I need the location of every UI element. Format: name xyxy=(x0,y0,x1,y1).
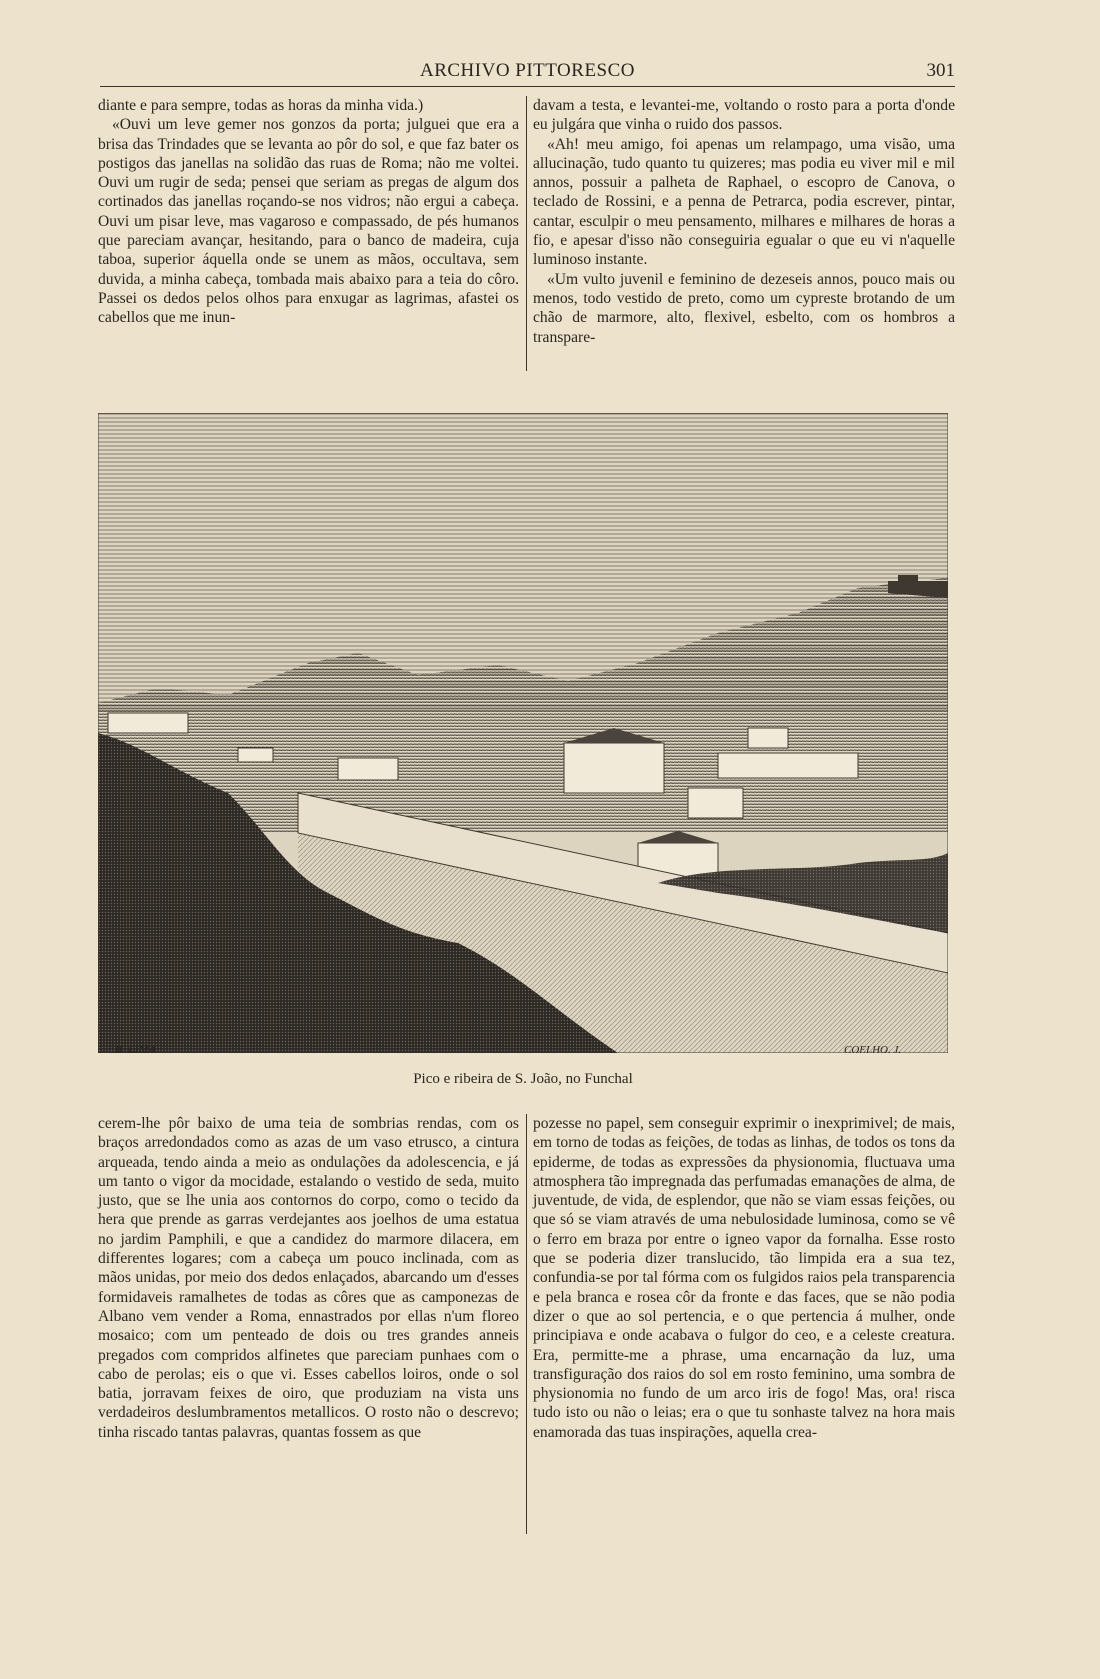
top-right-column xyxy=(533,96,955,371)
paragraph: «Um vulto juvenil e feminino de dezeseis annos, pouco mais ou menos, todo vestido de preto, como um cypreste brotando de um chão de marmore, alto, flexivel, esbelto, com os hombros a transpare- xyxy=(533,270,955,346)
journal-title: ARCHIVO PITTORESCO xyxy=(419,60,636,81)
engraver-signature-left: B. LIMA xyxy=(115,1044,156,1056)
paragraph: diante e para sempre, todas as horas da minha vida.) xyxy=(98,97,424,114)
page-number: 301 xyxy=(926,60,955,81)
paragraph: cerem-lhe pôr baixo de uma teia de sombrias rendas, com os braços arredondados como as azas de um vaso etrusco, a cintura arqueada, tendo ainda a meio as ondulações da adolescencia, e já um tanto o vigor da mocidade, estalando o vestido de seda, muito justo, que se lhe unia aos contornos do corpo, como o tecido da hera que prende as garras verdejantes aos joelhos de uma estatua no jardim Pamphili, e que a candidez do marmore dilacera, em differentes logares; com a cabeça um pouco inclinada, com as mãos unidas, por meio dos dedos enlaçados, abarcando um d'esses formidaveis ramalhetes de todas as côres que as camponezas de Albano vem vender a Roma, ennastrados por ellas n'um floreo mosaico; com um penteado de dois ou tres grandes anneis pregados com compridos alfinetes que pareciam punhaes com o cabo de perolas; eis o que vi. Esses cabellos loiros, onde o sol batia, jorravam feixes de oiro, que produziam na vista uns verdadeiros deslumbramentos metallicos. O rosto não o descrevo; tinha riscado tantas palavras, quantas fossem as que xyxy=(98,1115,519,1441)
bottom-left-column xyxy=(98,1114,519,1534)
bottom-right-column xyxy=(533,1114,955,1534)
column-divider xyxy=(526,96,527,371)
paragraph: davam a testa, e levantei-me, voltando o rosto para a porta d'onde eu julgára que vinha o ruido dos passos. xyxy=(533,97,955,134)
figure-caption: Pico e ribeira de S. João, no Funchal xyxy=(413,1071,633,1087)
engraver-signature-right: COELHO. J. xyxy=(844,1044,902,1056)
paragraph: pozesse no papel, sem conseguir exprimir o inexprimivel; de mais, em torno de todas as feições, de todas as linhas, de todos os tons da epiderme, de todas as expressões da physionomia, fluctuava uma atmosphera tão impregnada das perfumadas emanações de alma, de juventude, de vida, de esplendor, que não se viam essas feições, ou que só se viam através de uma nebulosidade luminosa, como se vê o ferro em braza por entre o igneo vapor da fornalha. Esse rosto que se poderia dizer translucido, tão limpida era a sua tez, confundia-se por tal fórma com os fulgidos raios pela transparencia e pela branca e rosea côr da fronte e das faces, que se não podia dizer o que ao sol pertencia, e o que pertencia á mulher, onde principiava e onde acabava o fulgor do ceo, e a celeste creatura. Era, permitte-me a phrase, uma encarnação da luz, uma transfiguração dos raios do sol em rosto feminino, uma sombra de physionomia no fundo de um arco iris de fogo! Mas, ora! risca tudo isto ou não o leias; era o que tu sonhaste talvez na hora mais enamorada das tuas inspirações, aquella crea- xyxy=(533,1115,955,1441)
column-divider xyxy=(526,1114,527,1534)
paragraph: «Ouvi um leve gemer nos gonzos da porta; julguei que era a brisa das Trindades que se levanta ao pôr do sol, e que faz bater os postigos das janellas na solidão das ruas de Roma; não me voltei. Ouvi um rugir de seda; pensei que seriam as pregas de algum dos cortinados das janellas roçando-se nos vidros; não ergui a cabeça. Ouvi um pisar leve, mas vagaroso e compassado, de pés humanos que pareciam avançar, hesitando, para o banco de madeira, cuja taboa, superior áquella onde se unem as mãos, occultava, sem duvida, a minha cabeça, tombada mais abaixo para a teia do côro. Passei os dedos pelos olhos para enxugar as lagrimas, afastei os cabellos que me inun- xyxy=(98,116,519,327)
running-header xyxy=(100,58,955,87)
top-left-column xyxy=(98,96,519,371)
paragraph: «Ah! meu amigo, foi apenas um relampago, uma visão, uma allucinação, tudo quanto tu quizeres; mas podia eu viver mil e mil annos, possuir a palheta de Raphael, o escopro de Canova, o teclado de Rossini, e a penna de Petrarca, podia escrever, pintar, cantar, esculpir o meu pensamento, milhares e milhares de horas a fio, e apesar d'isso não conseguiria egualar o que eu vi n'aquelle luminoso instante. xyxy=(533,135,955,269)
engraving-illustration xyxy=(98,413,948,1053)
